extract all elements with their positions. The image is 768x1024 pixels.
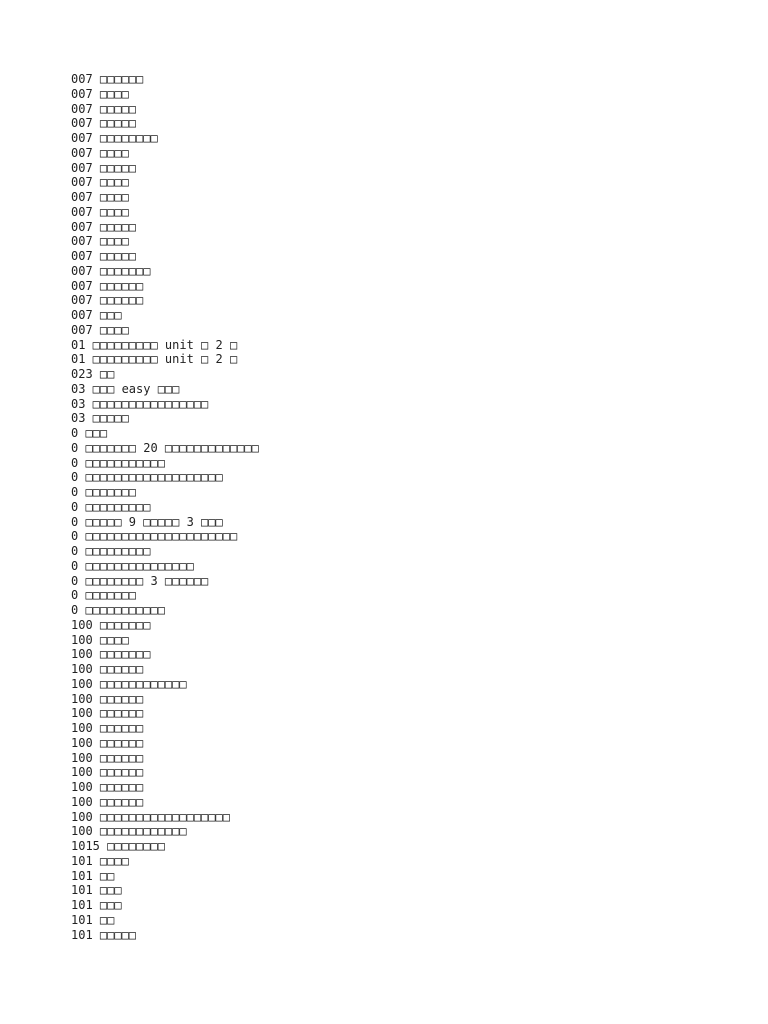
text-line: 100 □□□□□□□□□□□□□□□□□□ <box>71 809 230 824</box>
text-line: 007 □□□□□□□ <box>71 263 151 278</box>
text-line: 100 □□□□□□ <box>71 780 144 794</box>
text-line: 101 □□□□ <box>71 853 129 868</box>
text-line: 0 □□□□□□□□□□□□□□□□□□□ <box>71 470 223 485</box>
text-line: 007 □□□□ <box>71 234 129 249</box>
text-line: 007 □□□□□□ <box>71 278 144 293</box>
text-line: 100 □□□□□□ <box>71 750 144 765</box>
text-line: 101 □□□ <box>71 883 122 898</box>
text-line: 007 □□□□ <box>71 86 129 101</box>
text-line: 007 □□□□□ <box>71 101 137 116</box>
text-line: 007 □□□ <box>71 308 122 322</box>
text-line: 0 □□□□□□□□□□□ <box>71 455 165 470</box>
text-line: 0 □□□□□□□ 20 □□□□□□□□□□□□□ <box>71 440 259 455</box>
text-line: 101 □□ <box>71 868 115 883</box>
text-line: 007 □□□□□ <box>71 160 137 175</box>
text-line: 007 □□□□□ <box>71 249 137 263</box>
text-line: 100 □□□□□□ <box>71 794 144 809</box>
text-line: 007 □□□□ <box>71 204 129 219</box>
text-line: 0 □□□□□□□□ 3 □□□□□□ <box>71 573 209 588</box>
text-line: 007 □□□□□□□□ <box>71 131 158 145</box>
text-line: 0 □□□□□□□ <box>71 588 137 603</box>
text-line: 100 □□□□□□□□□□□□ <box>71 676 187 691</box>
text-line: 007 □□□□□□ <box>71 72 144 86</box>
text-line: 100 □□□□□□ <box>71 662 144 676</box>
text-line: 100 □□□□□□□ <box>71 617 151 632</box>
text-line: 007 □□□□ <box>71 145 129 160</box>
text-line: 101 □□□□□ <box>71 927 137 942</box>
text-line: 0 □□□□□ 9 □□□□□ 3 □□□ <box>71 514 223 529</box>
text-line: 03 □□□□□□□□□□□□□□□□ <box>71 396 209 411</box>
text-line: 100 □□□□ <box>71 632 129 647</box>
text-line: 1015 □□□□□□□□ <box>71 839 165 853</box>
text-line: 100 □□□□□□ <box>71 765 144 780</box>
text-line: 0 □□□□□□□□□□□ <box>71 603 165 617</box>
text-line: 007 □□□□ <box>71 322 129 337</box>
text-line: 100 □□□□□□□□□□□□ <box>71 824 187 839</box>
text-line: 007 □□□□□ <box>71 219 137 234</box>
text-line: 101 □□□ <box>71 898 122 912</box>
text-line: 100 □□□□□□ <box>71 706 144 721</box>
text-line: 100 □□□□□□□ <box>71 647 151 662</box>
text-line: 0 □□□□□□□□□□□□□□□ <box>71 558 194 573</box>
text-line: 100 □□□□□□ <box>71 735 144 750</box>
text-line: 100 □□□□□□ <box>71 691 144 706</box>
text-line: 007 □□□□ <box>71 175 129 190</box>
text-line: 0 □□□ <box>71 426 108 440</box>
text-line: 0 □□□□□□□□□ <box>71 499 151 514</box>
text-line: 007 □□□□□ <box>71 116 137 131</box>
text-line: 101 □□ <box>71 912 115 927</box>
text-line: 03 □□□ easy □□□ <box>71 381 180 396</box>
text-line: 100 □□□□□□ <box>71 721 144 735</box>
text-line: 03 □□□□□ <box>71 411 129 426</box>
text-line: 01 □□□□□□□□□ unit □ 2 □ <box>71 337 238 352</box>
text-line: 007 □□□□□□ <box>71 293 144 308</box>
text-line: 0 □□□□□□□□□ <box>71 544 151 558</box>
text-line: 007 □□□□ <box>71 190 129 204</box>
text-line: 0 □□□□□□□ <box>71 485 137 499</box>
text-line: 0 □□□□□□□□□□□□□□□□□□□□□ <box>71 529 238 544</box>
document-page <box>71 72 711 942</box>
text-line: 01 □□□□□□□□□ unit □ 2 □ <box>71 352 238 367</box>
text-line: 023 □□ <box>71 367 115 381</box>
